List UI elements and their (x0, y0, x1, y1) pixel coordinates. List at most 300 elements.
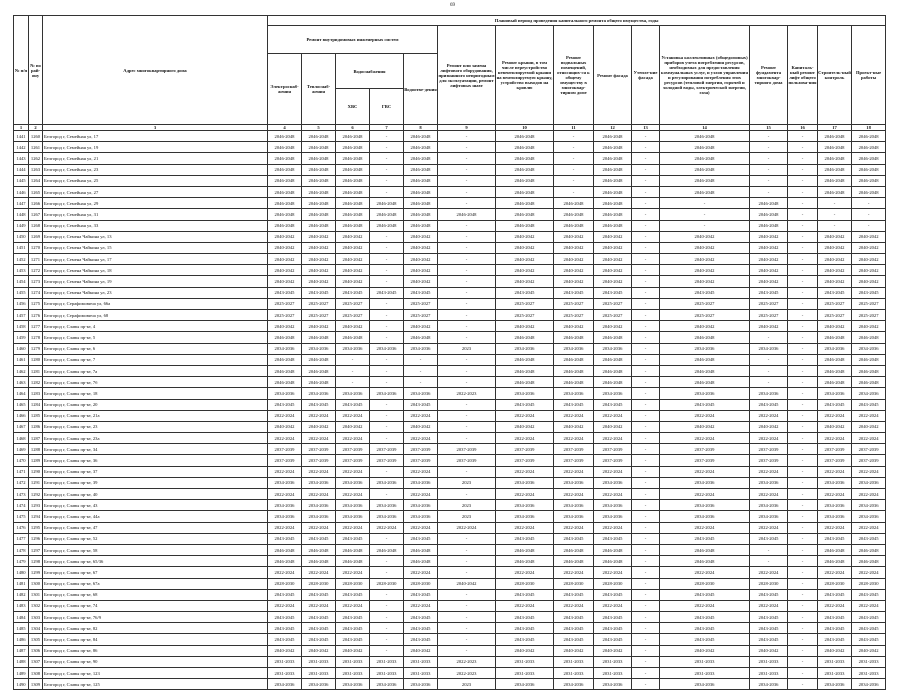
period-cell: 2040-2042 (404, 645, 438, 656)
period-cell: 2046-2048 (852, 186, 886, 197)
row-number-cell: 1449 (14, 220, 29, 231)
period-cell: 2043-2045 (302, 623, 336, 634)
period-cell: - (438, 612, 496, 623)
period-cell: 2046-2048 (336, 556, 370, 567)
address-cell: Белгород г, Славы пр-кт, 47 (43, 522, 268, 533)
address-cell: Белгород г, Семена Чайкина ул, 23 (43, 287, 268, 298)
period-cell: 2022-2024 (496, 567, 554, 578)
period-cell: 2040-2042 (438, 578, 496, 589)
address-cell: Белгород г, Славы пр-кт, 125 (43, 679, 268, 690)
table-row (14, 656, 886, 667)
period-cell: 2043-2045 (660, 589, 750, 600)
row-number-cell: 1490 (14, 679, 29, 690)
period-cell: 2025-2027 (660, 310, 750, 321)
period-cell: 2034-2036 (818, 343, 852, 354)
period-cell: - (632, 365, 660, 376)
region-number-cell: 1301 (29, 589, 43, 600)
period-cell: 2022-2024 (302, 600, 336, 611)
period-cell: 2022-2024 (750, 567, 788, 578)
header-num: № п/п (14, 16, 29, 125)
address-cell: Белгород г, Славы пр-кт, 39 (43, 477, 268, 488)
period-cell: 2034-2036 (336, 477, 370, 488)
period-cell: 2040-2042 (750, 242, 788, 253)
period-cell: 2040-2042 (268, 645, 302, 656)
period-cell: - (632, 164, 660, 175)
period-cell: 2037-2039 (852, 455, 886, 466)
period-cell: 2022-2024 (750, 600, 788, 611)
period-cell: 2046-2048 (594, 209, 632, 220)
column-number: 2 (29, 125, 43, 131)
header-elevator: Ремонт или замена лифтового оборудования, признанного непригодным для эксплуатации, ремонт лифтовых шахт (438, 26, 496, 125)
address-cell: Белгород г, Славы пр-кт, 123 (43, 668, 268, 679)
period-cell: 2040-2042 (404, 421, 438, 432)
period-cell: - (438, 544, 496, 555)
address-cell: Белгород г, Славы пр-кт, 67 (43, 567, 268, 578)
period-cell: - (852, 220, 886, 231)
row-number-cell: 1442 (14, 142, 29, 153)
period-cell: 2040-2042 (818, 421, 852, 432)
period-cell: - (438, 310, 496, 321)
period-cell: 2034-2036 (818, 388, 852, 399)
period-cell: 2046-2048 (852, 175, 886, 186)
address-cell: Белгород г, Славы пр-кт, 40 (43, 489, 268, 500)
period-cell: 2046-2048 (336, 209, 370, 220)
period-cell: 2034-2036 (336, 388, 370, 399)
period-cell: - (632, 332, 660, 343)
region-number-cell: 1289 (29, 455, 43, 466)
period-cell: 2031-2033 (302, 656, 336, 667)
period-cell: 2034-2036 (268, 500, 302, 511)
row-number-cell: 1475 (14, 511, 29, 522)
table-row (14, 612, 886, 623)
period-cell: 2037-2039 (336, 455, 370, 466)
row-number-cell: 1468 (14, 433, 29, 444)
period-cell: 2040-2042 (496, 231, 554, 242)
period-cell: 2046-2048 (818, 354, 852, 365)
period-cell: 2022-2024 (554, 410, 594, 421)
period-cell: 2040-2042 (268, 321, 302, 332)
period-cell: - (632, 578, 660, 589)
address-cell: Белгород г, Славы пр-кт, 34 (43, 444, 268, 455)
row-number-cell: 1456 (14, 298, 29, 309)
row-number-cell: 1471 (14, 466, 29, 477)
column-number: 11 (554, 125, 594, 131)
row-number-cell: 1450 (14, 231, 29, 242)
row-number-cell: 1463 (14, 377, 29, 388)
period-cell: 2043-2045 (302, 612, 336, 623)
region-number-cell: 1269 (29, 231, 43, 242)
period-cell: 2028-2030 (370, 578, 404, 589)
period-cell: 2034-2036 (404, 388, 438, 399)
period-cell: 2022-2024 (818, 600, 852, 611)
period-cell: 2040-2042 (554, 265, 594, 276)
period-cell: - (370, 567, 404, 578)
period-cell: - (788, 377, 818, 388)
period-cell: 2034-2036 (750, 388, 788, 399)
column-number: 18 (852, 125, 886, 131)
region-number-cell: 1284 (29, 399, 43, 410)
row-number-cell: 1464 (14, 388, 29, 399)
period-cell: 2034-2036 (496, 388, 554, 399)
region-number-cell: 1299 (29, 567, 43, 578)
period-cell: 2022-2023 (438, 656, 496, 667)
period-cell: 2043-2045 (404, 623, 438, 634)
table-row (14, 511, 886, 522)
period-cell: - (750, 365, 788, 376)
row-number-cell: 1467 (14, 421, 29, 432)
region-number-cell: 1281 (29, 365, 43, 376)
period-cell: 2043-2045 (818, 399, 852, 410)
row-number-cell: 1482 (14, 589, 29, 600)
table-row (14, 298, 886, 309)
address-cell: Белгород г, Славы пр-кт, 76/9 (43, 612, 268, 623)
row-number-cell: 1479 (14, 556, 29, 567)
period-cell: 2034-2036 (336, 500, 370, 511)
period-cell: - (660, 209, 750, 220)
period-cell: 2040-2042 (268, 265, 302, 276)
header-capital-elevator: Капиталь-ный ремонт лифт общего пользова-ния (788, 26, 818, 125)
period-cell: 2034-2036 (554, 343, 594, 354)
period-cell: - (632, 645, 660, 656)
period-cell: - (632, 600, 660, 611)
period-cell: - (554, 186, 594, 197)
period-cell: 2022-2024 (404, 600, 438, 611)
period-cell: 2046-2048 (302, 186, 336, 197)
period-cell: 2046-2048 (496, 186, 554, 197)
period-cell: - (370, 298, 404, 309)
period-cell: - (632, 153, 660, 164)
period-cell: - (750, 131, 788, 142)
period-cell: 2025-2027 (302, 310, 336, 321)
period-cell: 2043-2045 (404, 399, 438, 410)
period-cell: 2046-2048 (496, 142, 554, 153)
column-number: 9 (438, 125, 496, 131)
period-cell: 2043-2045 (336, 634, 370, 645)
period-cell: 2046-2048 (660, 556, 750, 567)
period-cell: 2046-2048 (818, 142, 852, 153)
period-cell: 2022-2024 (268, 410, 302, 421)
period-cell: 2040-2042 (660, 276, 750, 287)
period-cell: - (438, 556, 496, 567)
period-cell: - (788, 544, 818, 555)
period-cell: 2034-2036 (404, 477, 438, 488)
period-cell: 2025-2027 (594, 298, 632, 309)
period-cell: - (660, 198, 750, 209)
region-number-cell: 1264 (29, 175, 43, 186)
period-cell: 2046-2048 (594, 198, 632, 209)
period-cell: 2025-2027 (660, 298, 750, 309)
period-cell: 2046-2048 (302, 332, 336, 343)
period-cell: 2025-2027 (302, 298, 336, 309)
column-number: 6 (336, 125, 370, 131)
row-number-cell: 1446 (14, 186, 29, 197)
period-cell: 2046-2048 (336, 544, 370, 555)
period-cell: 2037-2039 (404, 455, 438, 466)
row-number-cell: 1485 (14, 623, 29, 634)
table-row (14, 175, 886, 186)
period-cell: - (370, 131, 404, 142)
period-cell: 2046-2048 (496, 164, 554, 175)
period-cell: 2034-2036 (370, 477, 404, 488)
row-number-cell: 1484 (14, 612, 29, 623)
period-cell: - (370, 354, 404, 365)
period-cell: - (788, 578, 818, 589)
period-cell: 2043-2045 (594, 287, 632, 298)
table-row (14, 556, 886, 567)
period-cell: - (788, 455, 818, 466)
column-number: 10 (496, 125, 554, 131)
period-cell: - (370, 399, 404, 410)
period-cell: 2046-2048 (404, 175, 438, 186)
period-cell: 2040-2042 (268, 231, 302, 242)
period-cell: - (438, 433, 496, 444)
period-cell: 2034-2036 (852, 500, 886, 511)
period-cell: 2025-2027 (404, 298, 438, 309)
region-number-cell: 1295 (29, 522, 43, 533)
period-cell: 2040-2042 (660, 231, 750, 242)
period-cell: 2031-2033 (496, 656, 554, 667)
period-cell: 2046-2048 (852, 131, 886, 142)
period-cell: 2040-2042 (268, 254, 302, 265)
period-cell: 2022-2024 (336, 489, 370, 500)
period-cell: 2022-2024 (852, 522, 886, 533)
period-cell: - (370, 365, 404, 376)
row-number-cell: 1465 (14, 399, 29, 410)
period-cell: 2022-2024 (370, 522, 404, 533)
period-cell: 2040-2042 (852, 265, 886, 276)
period-cell: - (788, 388, 818, 399)
period-cell: 2046-2048 (554, 544, 594, 555)
period-cell: 2022-2024 (302, 522, 336, 533)
period-cell: - (788, 623, 818, 634)
period-cell: 2037-2039 (594, 455, 632, 466)
column-number: 7 (370, 125, 404, 131)
address-cell: Белгород г, Славы пр-кт, 18 (43, 388, 268, 399)
period-cell: - (750, 153, 788, 164)
period-cell: 2040-2042 (594, 242, 632, 253)
period-cell: 2046-2048 (336, 220, 370, 231)
address-cell: Белгород г, Славы пр-кт, 84 (43, 634, 268, 645)
period-cell: 2043-2045 (852, 634, 886, 645)
period-cell: 2040-2042 (554, 276, 594, 287)
period-cell: - (370, 377, 404, 388)
table-row (14, 645, 886, 656)
header-region-num: № по рай-ону (29, 16, 43, 125)
period-cell: 2043-2045 (594, 533, 632, 544)
row-number-cell: 1461 (14, 354, 29, 365)
period-cell: 2040-2042 (404, 231, 438, 242)
address-cell: Белгород г, Славы пр-кт, 82 (43, 623, 268, 634)
header-address: Адрес многоквартирного дома (43, 16, 268, 125)
period-cell: 2040-2042 (594, 321, 632, 332)
region-number-cell: 1307 (29, 656, 43, 667)
address-cell: Белгород г, Семейная ул, 27 (43, 186, 268, 197)
period-cell: 2043-2045 (336, 623, 370, 634)
period-cell: 2046-2048 (660, 164, 750, 175)
period-cell: 2043-2045 (594, 623, 632, 634)
period-cell: 2043-2045 (302, 634, 336, 645)
period-cell: - (632, 399, 660, 410)
address-cell: Белгород г, Славы пр-кт, 52 (43, 533, 268, 544)
region-number-cell: 1308 (29, 668, 43, 679)
period-cell: 2022-2024 (268, 567, 302, 578)
period-cell: 2040-2042 (594, 645, 632, 656)
column-number: 12 (594, 125, 632, 131)
period-cell: - (370, 433, 404, 444)
period-cell: 2043-2045 (660, 287, 750, 298)
period-cell: 2031-2033 (554, 656, 594, 667)
period-cell: 2022-2024 (336, 522, 370, 533)
period-cell: 2046-2048 (496, 198, 554, 209)
period-cell: - (438, 354, 496, 365)
period-cell: - (632, 265, 660, 276)
period-cell: 2022-2024 (404, 410, 438, 421)
period-cell: 2037-2039 (336, 444, 370, 455)
period-cell: 2034-2036 (660, 477, 750, 488)
period-cell: - (438, 175, 496, 186)
period-cell: - (788, 589, 818, 600)
period-cell: - (788, 209, 818, 220)
period-cell: 2046-2048 (302, 142, 336, 153)
period-cell: 2022-2024 (818, 433, 852, 444)
period-cell: - (750, 142, 788, 153)
period-cell: - (632, 198, 660, 209)
period-cell: 2037-2039 (660, 444, 750, 455)
period-cell: - (788, 131, 818, 142)
region-number-cell: 1280 (29, 354, 43, 365)
row-number-cell: 1454 (14, 276, 29, 287)
period-cell: 2031-2033 (594, 656, 632, 667)
period-cell: 2046-2048 (404, 153, 438, 164)
region-number-cell: 1304 (29, 623, 43, 634)
address-cell: Белгород г, Славы пр-кт, 36 (43, 455, 268, 466)
period-cell: 2043-2045 (554, 612, 594, 623)
period-cell: 2043-2045 (554, 634, 594, 645)
period-cell: - (788, 153, 818, 164)
period-cell: 2022-2024 (404, 466, 438, 477)
period-cell: - (788, 276, 818, 287)
period-cell: 2046-2048 (302, 175, 336, 186)
period-cell: 2043-2045 (594, 399, 632, 410)
row-number-cell: 1478 (14, 544, 29, 555)
period-cell: 2034-2036 (370, 388, 404, 399)
region-number-cell: 1267 (29, 209, 43, 220)
column-number: 8 (404, 125, 438, 131)
period-cell: 2025-2027 (336, 310, 370, 321)
period-cell: 2040-2042 (750, 421, 788, 432)
period-cell: - (370, 612, 404, 623)
period-cell: 2022-2023 (438, 668, 496, 679)
period-cell: - (370, 321, 404, 332)
period-cell: 2040-2042 (818, 321, 852, 332)
period-cell: 2046-2048 (660, 365, 750, 376)
period-cell: - (370, 276, 404, 287)
table-row (14, 410, 886, 421)
row-number-cell: 1488 (14, 656, 29, 667)
period-cell: 2043-2045 (750, 634, 788, 645)
period-cell: 2046-2048 (594, 332, 632, 343)
period-cell: 2043-2045 (554, 623, 594, 634)
period-cell: 2040-2042 (496, 321, 554, 332)
period-cell: 2023 (438, 500, 496, 511)
period-cell: 2025-2027 (818, 298, 852, 309)
period-cell: 2031-2033 (852, 656, 886, 667)
table-row (14, 242, 886, 253)
period-cell: - (370, 421, 404, 432)
table-row (14, 489, 886, 500)
row-number-cell: 1452 (14, 254, 29, 265)
period-cell: - (788, 287, 818, 298)
period-cell: 2040-2042 (268, 421, 302, 432)
period-cell: 2028-2030 (594, 578, 632, 589)
period-cell: 2022-2024 (268, 522, 302, 533)
region-number-cell: 1303 (29, 612, 43, 623)
period-cell: 2046-2048 (496, 175, 554, 186)
row-number-cell: 1455 (14, 287, 29, 298)
header-engineering-group: Ремонт внутридомовых инженерных систем (268, 26, 438, 54)
address-cell: Белгород г, Славы пр-кт, 6 (43, 343, 268, 354)
column-number: 17 (818, 125, 852, 131)
period-cell: 2022-2024 (594, 522, 632, 533)
period-cell: 2040-2042 (302, 242, 336, 253)
period-cell: - (438, 231, 496, 242)
address-cell: Белгород г, Славы пр-кт, 65/36 (43, 556, 268, 567)
period-cell: 2043-2045 (496, 589, 554, 600)
address-cell: Белгород г, Семена Чайкина ул, 15 (43, 242, 268, 253)
period-cell: 2043-2045 (852, 612, 886, 623)
period-cell: 2037-2039 (370, 455, 404, 466)
period-cell: 2040-2042 (852, 645, 886, 656)
period-cell: 2040-2042 (496, 242, 554, 253)
period-cell: 2023 (438, 679, 496, 690)
period-cell: 2043-2045 (852, 589, 886, 600)
period-cell: 2040-2042 (336, 242, 370, 253)
period-cell: - (788, 298, 818, 309)
period-cell: 2043-2045 (336, 533, 370, 544)
period-cell: - (438, 332, 496, 343)
period-cell: 2040-2042 (750, 276, 788, 287)
table-row (14, 522, 886, 533)
region-number-cell: 1274 (29, 287, 43, 298)
period-cell: - (632, 656, 660, 667)
period-cell: 2046-2048 (302, 131, 336, 142)
period-cell: - (632, 209, 660, 220)
header-gvs: ГВС (381, 104, 392, 109)
period-cell: 2034-2036 (496, 500, 554, 511)
region-number-cell: 1278 (29, 332, 43, 343)
period-cell: 2046-2048 (404, 131, 438, 142)
period-cell: - (438, 265, 496, 276)
period-cell: 2046-2048 (496, 556, 554, 567)
period-cell: - (438, 321, 496, 332)
table-row (14, 668, 886, 679)
period-cell: 2022-2024 (818, 410, 852, 421)
period-cell: 2040-2042 (302, 265, 336, 276)
period-cell: 2031-2033 (818, 668, 852, 679)
address-cell: Белгород г, Славы пр-кт, 74 (43, 600, 268, 611)
period-cell: 2034-2036 (750, 500, 788, 511)
period-cell: 2022-2024 (554, 522, 594, 533)
header-heating: Теплоснаб-жения (302, 54, 336, 125)
region-number-cell: 1265 (29, 186, 43, 197)
period-cell: 2028-2030 (496, 578, 554, 589)
period-cell: 2046-2048 (818, 131, 852, 142)
period-cell: 2040-2042 (750, 265, 788, 276)
period-cell: - (370, 556, 404, 567)
period-cell: - (788, 612, 818, 623)
period-cell: 2028-2030 (660, 578, 750, 589)
period-cell: 2034-2036 (750, 679, 788, 690)
